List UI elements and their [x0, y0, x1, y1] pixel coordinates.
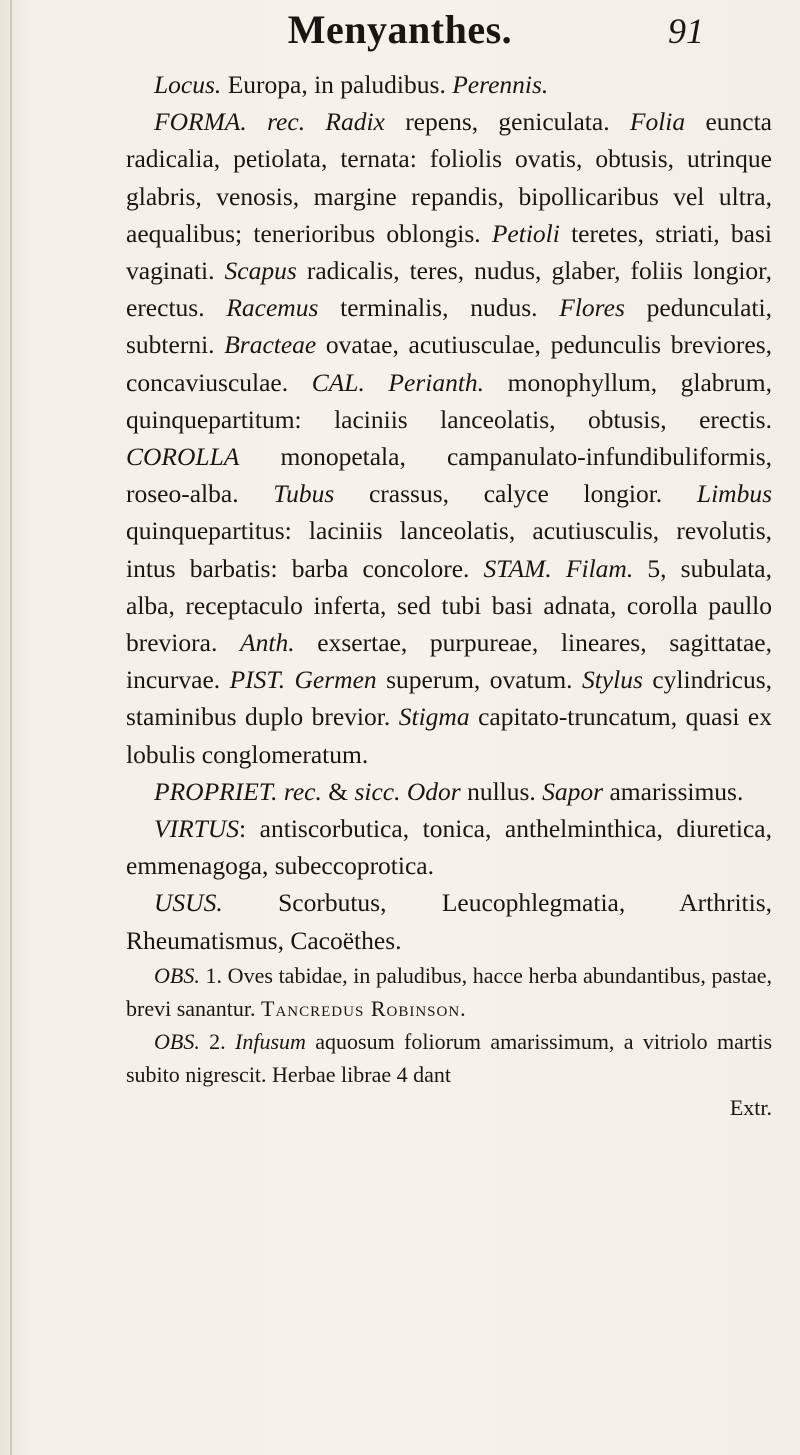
text-obs-2: aquosum foliorum amarissimum, a vitriolo martis subito nigrescit. Herbae librae 4 dant	[126, 1028, 773, 1087]
heading-locus: Locus.	[154, 70, 222, 99]
paragraph-description	[126, 66, 772, 103]
text-folia: euncta radicalia, petiolata, ternata: foliolis ovatis, obtusis, utrinque glabris, venosis, margine repandis, bipollicaribus vel ultra, aequalibus; tenerioribus oblongis.	[126, 107, 772, 248]
text-obs-1: 1. Oves tabidae, in paludibus, hacce herba abundantibus, pastae, brevi sanantur.	[126, 962, 772, 1021]
page-number: 91	[668, 11, 704, 51]
term-stylus: Stylus	[582, 665, 643, 695]
text-perianth: monophyllum, glabrum, quinquepartitum: laciniis lanceolatis, obtusis, erectis.	[126, 367, 772, 434]
term-petioli: Petioli	[491, 218, 560, 248]
paragraph-propriet	[126, 773, 772, 810]
text-propriet-amp: &	[321, 776, 355, 806]
text-usus: Scorbutus, Leucophlegmatia, Arthritis, Rheumatismus, Cacoëthes.	[126, 888, 772, 955]
text-anth: exsertae, purpureae, lineares, sagittatae, incurvae.	[126, 628, 772, 695]
text-racemus: terminalis, nudus.	[318, 293, 560, 323]
paragraph-usus	[126, 884, 772, 958]
text-bracteae: ovatae, acutiusculae, pedunculis breviores, concaviusculae.	[126, 330, 772, 397]
text-corolla: monopetala, campanulato-infundibuliformis, roseo-alba.	[126, 442, 772, 509]
catchword: Extr.	[729, 1094, 772, 1120]
text-petioli: teretes, striati, basi vaginati.	[126, 218, 772, 286]
paragraph-forma	[126, 103, 772, 773]
heading-forma: FORMA.	[154, 107, 247, 137]
text-sapor: amarissimus.	[603, 776, 744, 806]
term-pist: PIST.	[229, 665, 286, 695]
term-tubus: Tubus	[273, 479, 335, 509]
heading-obs-1: OBS.	[154, 962, 200, 988]
text-radix: repens, geniculata.	[384, 107, 630, 137]
paragraph-obs-2	[126, 1025, 772, 1124]
heading-perennis: Perennis.	[452, 70, 549, 99]
text-virtus: : antiscorbutica, tonica, anthelminthica, diuretica, emmenagoga, subeccoprotica.	[126, 814, 772, 881]
text-propriet-sicc: sicc.	[354, 776, 401, 806]
term-cal: CAL.	[311, 367, 365, 397]
heading-propriet: PROPRIET.	[154, 776, 278, 806]
term-anth: Anth.	[240, 628, 295, 658]
text-rec: rec.	[246, 107, 326, 137]
term-bracteae: Bracteae	[224, 330, 317, 360]
text-filam: 5, subulata, alba, receptaculo inferta, sed tubi basi adnata, corolla paullo breviora.	[126, 553, 772, 658]
gutter-line	[10, 0, 12, 1455]
page-title: Menyanthes.	[287, 7, 513, 52]
text-stylus: cylindricus, staminibus duplo brevior.	[126, 665, 773, 732]
term-perianth: Perianth.	[388, 367, 485, 397]
term-corolla: COROLLA	[126, 442, 240, 472]
text-flores: pedunculati, subterni.	[126, 293, 772, 360]
text-locus: Europa, in paludibus.	[221, 70, 453, 99]
running-head	[0, 6, 800, 66]
term-filam: Filam.	[565, 553, 634, 583]
text-odor: nullus.	[460, 776, 543, 806]
term-folia: Folia	[629, 107, 686, 137]
term-limbus: Limbus	[696, 479, 772, 509]
term-flores: Flores	[559, 293, 625, 323]
heading-obs-2: OBS.	[154, 1028, 200, 1054]
term-stam: STAM.	[483, 553, 552, 583]
text-stigma: capitato-truncatum, quasi ex lobulis conglomeratum.	[126, 702, 772, 769]
term-scapus: Scapus	[224, 256, 297, 286]
author-name: Tancredus Robinson.	[261, 995, 467, 1021]
term-stigma: Stigma	[398, 702, 470, 732]
term-radix: Radix	[325, 107, 385, 137]
heading-virtus: VIRTUS	[154, 814, 239, 844]
paragraph-obs-1	[126, 959, 772, 1025]
main-text	[126, 66, 772, 1124]
term-infusum: Infusum	[235, 1028, 306, 1054]
paragraph-virtus	[126, 810, 772, 884]
text-propriet-rec: rec.	[277, 776, 322, 806]
text-limbus: quinquepartitus: laciniis lanceolatis, acutiusculis, revolutis, intus barbatis: barba concolore.	[126, 516, 772, 583]
heading-usus: USUS.	[154, 888, 223, 918]
text-obs-2-num: 2.	[199, 1028, 236, 1054]
text-tubus: crassus, calyce longior.	[334, 479, 697, 509]
term-sapor: Sapor	[542, 776, 604, 806]
term-odor: Odor	[406, 776, 461, 806]
term-racemus: Racemus	[226, 293, 319, 323]
term-germen: Germen	[294, 665, 377, 695]
text-scapus: radicalis, teres, nudus, glaber, foliis longior, erectus.	[126, 256, 773, 323]
text-germen: superum, ovatum.	[376, 665, 582, 695]
